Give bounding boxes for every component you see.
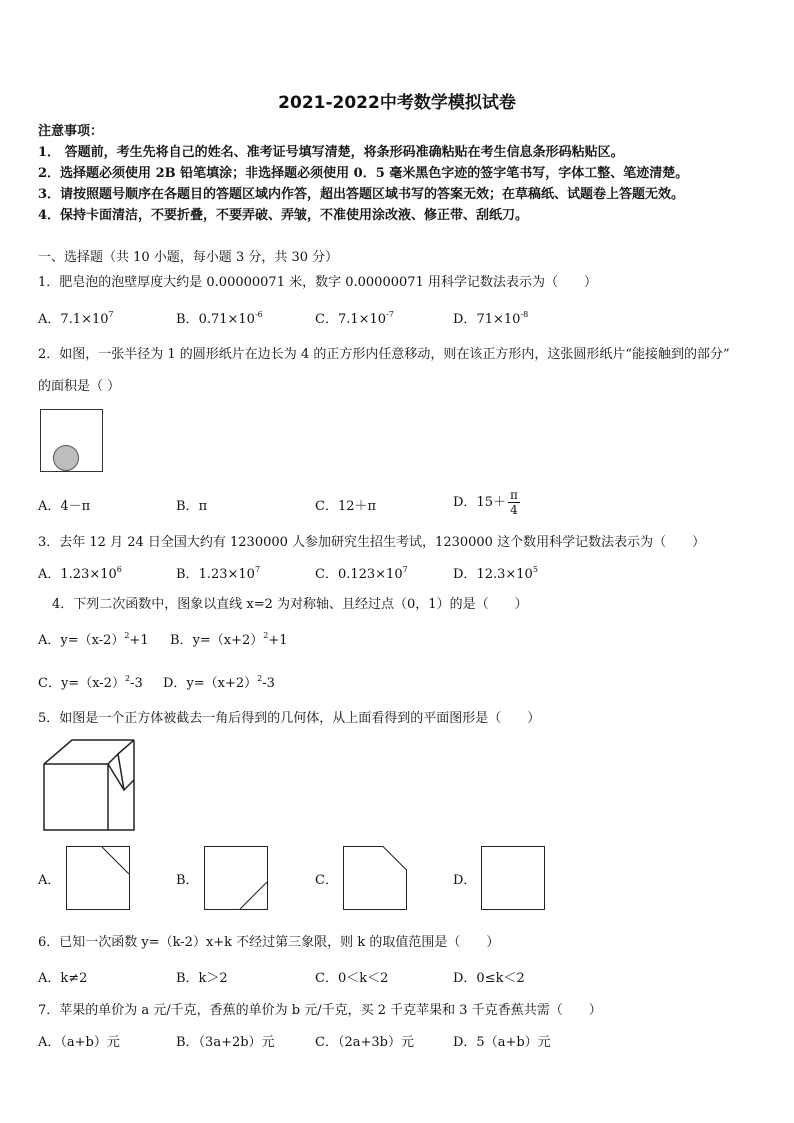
notice-item-3: 3．请按照题号顺序在各题目的答题区域内作答，超出答题区域书写的答案无效；在草稿纸、试题卷上答题无效。 — [38, 187, 685, 202]
q1-option-a[interactable]: A．$7.1\times 10^7$ — [38, 310, 114, 327]
fraction: $\frac{\pi}{4}$ — [509, 488, 518, 517]
q1-stem: 1．肥皂泡的泡壁厚度大约是 0.00000071 米，数字 0.00000071 用科学记数法表示为（ ） — [38, 275, 597, 290]
q6-option-c[interactable]: C．0＜k＜2 — [315, 971, 389, 986]
q7-option-a[interactable]: A．（a+b）元 — [38, 1035, 120, 1050]
section-heading: 一、选择题（共 10 小题，每小题 3 分，共 30 分） — [38, 250, 339, 265]
q2-stem-line1: 2．如图，一张半径为 1 的圆形纸片在边长为 4 的正方形内任意移动，则在该正方形内，这张圆形纸片“能接触到的部分” — [38, 347, 730, 362]
q2-option-d[interactable]: D．15＋ $\frac{\pi}{4}$ — [453, 488, 518, 517]
q4-option-a[interactable]: A．$y=(x-2)^2+1$ — [38, 631, 149, 648]
paper-circle — [54, 446, 79, 471]
q1-option-d[interactable]: D．$71\times 10^{-8}$ — [453, 310, 529, 327]
page-title: 2021-2022中考数学模拟试卷 — [278, 93, 516, 113]
q5-option-d-figure[interactable] — [481, 846, 545, 910]
q4-option-c[interactable]: C．$y=(x-2)^2-3$ — [38, 674, 143, 691]
q5-option-b-figure[interactable] — [204, 846, 268, 910]
q5-option-b-label[interactable]: B． — [176, 873, 199, 888]
q3-option-a[interactable]: A．$1.23\times 10^6$ — [38, 565, 122, 582]
q5-option-a-figure[interactable] — [66, 846, 130, 910]
q7-stem: 7．苹果的单价为 a 元/千克，香蕉的单价为 b 元/千克，买 2 千克苹果和 3 千克香蕉共需（ ） — [38, 1003, 602, 1018]
q5-option-c-figure[interactable] — [343, 846, 407, 910]
q2-option-a[interactable]: A．4－π — [38, 499, 91, 514]
q4-option-b[interactable]: B．$y=(x+2)^2+1$ — [170, 631, 288, 648]
q7-option-c[interactable]: C．（2a+3b）元 — [315, 1035, 414, 1050]
q2-stem-line2: 的面积是（ ） — [38, 379, 121, 394]
q4-option-d[interactable]: D．$y=(x+2)^2-3$ — [163, 674, 275, 691]
q3-option-b[interactable]: B．$1.23\times 10^7$ — [176, 565, 261, 582]
q5-stem: 5．如图是一个正方体被截去一角后得到的几何体，从上面看得到的平面图形是（ ） — [38, 711, 541, 726]
q1-option-b[interactable]: B．$0.71\times 10^{-6}$ — [176, 310, 263, 327]
q3-option-c[interactable]: C．$0.123\times 10^7$ — [315, 565, 408, 582]
q4-stem: 4．下列二次函数中，图象以直线 x=2 为对称轴、且经过点（0，1）的是（ ） — [52, 597, 528, 612]
q3-option-d[interactable]: D．$12.3\times 10^5$ — [453, 565, 538, 582]
q2-square-circle-figure — [40, 409, 104, 473]
q6-stem: 6．已知一次函数 y=（k-2）x+k 不经过第三象限，则 k 的取值范围是（ ） — [38, 935, 500, 950]
notice-item-2: 2．选择题必须使用 2B 铅笔填涂；非选择题必须使用 0．5 毫米黑色字迹的签字笔书写，字体工整、笔迹清楚。 — [38, 166, 689, 181]
q7-option-b[interactable]: B．（3a+2b）元 — [176, 1035, 275, 1050]
q5-option-c-label[interactable]: C． — [315, 873, 338, 888]
notice-heading: 注意事项： — [38, 124, 104, 139]
q2-option-c[interactable]: C．12＋π — [315, 499, 377, 514]
q2-option-b[interactable]: B．π — [176, 499, 208, 514]
q6-option-a[interactable]: A．k≠2 — [38, 971, 88, 986]
q5-option-a-label[interactable]: A． — [38, 873, 61, 888]
notice-item-4: 4．保持卡面清洁，不要折叠，不要弄破、弄皱，不准使用涂改液、修正带、刮纸刀。 — [38, 208, 529, 223]
q1-option-c[interactable]: C．$7.1\times 10^{-7}$ — [315, 310, 394, 327]
q5-cut-cube-figure — [40, 736, 140, 832]
q3-stem: 3．去年 12 月 24 日全国大约有 1230000 人参加研究生招生考试，1230000 这个数用科学记数法表示为（ ） — [38, 535, 706, 550]
q6-option-d[interactable]: D．0≤k＜2 — [453, 971, 525, 986]
notice-item-1: 1． 答题前，考生先将自己的姓名、准考证号填写清楚，将条形码准确粘贴在考生信息条形码粘贴区。 — [38, 145, 624, 160]
q7-option-d[interactable]: D．5（a+b）元 — [453, 1035, 551, 1050]
q5-option-d-label[interactable]: D． — [453, 873, 477, 888]
q6-option-b[interactable]: B．k＞2 — [176, 971, 228, 986]
